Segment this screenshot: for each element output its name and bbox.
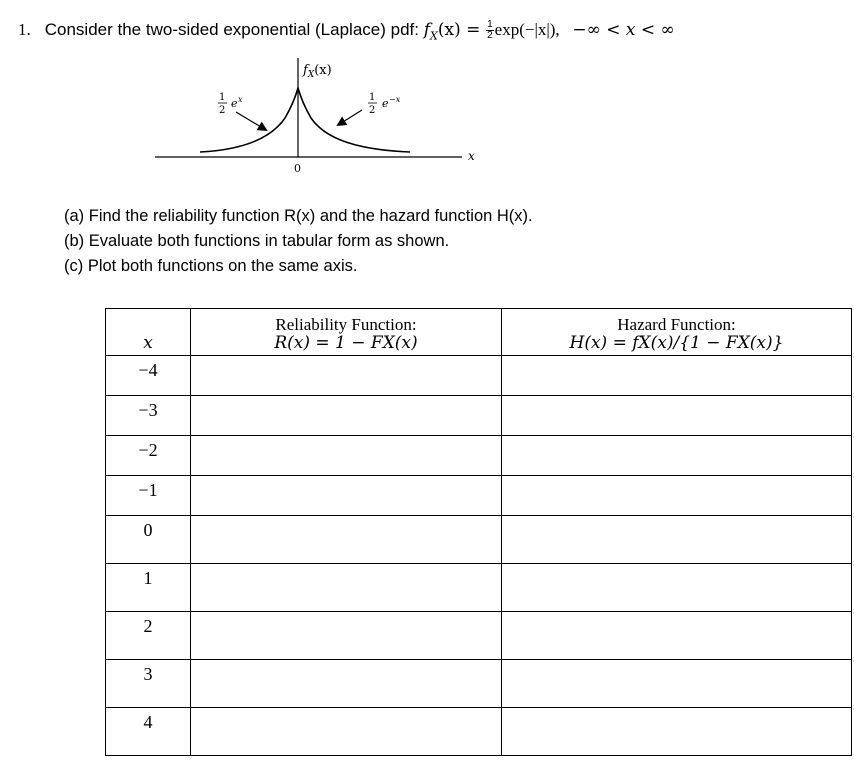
answer-table-wrapper <box>105 308 852 756</box>
left-branch-arrow <box>236 112 266 130</box>
hazard-answer-cell[interactable] <box>502 476 852 516</box>
table-row <box>106 708 852 756</box>
right-branch-arrow <box>338 110 362 125</box>
hazard-answer-cell[interactable] <box>502 660 852 708</box>
reliability-answer-cell[interactable] <box>191 564 502 612</box>
table-row <box>106 436 852 476</box>
problem-number: 1. <box>18 20 31 39</box>
header-reliability: Reliability Function: R(x) = 1 − FX(x) <box>191 309 502 356</box>
x-value-cell: −2 <box>106 436 191 476</box>
hazard-answer-cell[interactable] <box>502 516 852 564</box>
table-row <box>106 660 852 708</box>
reliability-answer-cell[interactable] <box>191 708 502 756</box>
svg-text:−x: −x <box>389 95 401 104</box>
pdf-rhs: exp(−|x|), <box>494 20 560 39</box>
table-row <box>106 396 852 436</box>
svg-text:2: 2 <box>219 105 226 116</box>
table-row <box>106 356 852 396</box>
hazard-answer-cell[interactable] <box>502 396 852 436</box>
x-value-cell: 1 <box>106 564 191 612</box>
pdf-domain: −∞ < x < ∞ <box>572 20 675 40</box>
x-value-cell: 4 <box>106 708 191 756</box>
pdf-half-fraction: $\frac{1}{2}$ <box>487 19 493 42</box>
x-value-cell: 0 <box>106 516 191 564</box>
pdf-lhs: $f_X(x)$ = <box>423 20 481 43</box>
svg-text:e: e <box>382 97 389 110</box>
reliability-answer-cell[interactable] <box>191 396 502 436</box>
svg-text:1: 1 <box>219 92 226 103</box>
hazard-answer-cell[interactable] <box>502 708 852 756</box>
x-value-cell: −3 <box>106 396 191 436</box>
table-row <box>106 476 852 516</box>
reliability-answer-cell[interactable] <box>191 356 502 396</box>
x-value-cell: 2 <box>106 612 191 660</box>
subpart-b: (b) Evaluate both functions in tabular form as shown. <box>64 232 450 250</box>
left-branch-label <box>218 92 243 116</box>
reliability-answer-cell[interactable] <box>191 436 502 476</box>
laplace-pdf-figure <box>0 0 854 200</box>
hazard-answer-cell[interactable] <box>502 436 852 476</box>
table-body <box>106 356 852 756</box>
reliability-answer-cell[interactable] <box>191 660 502 708</box>
svg-text:x: x <box>238 95 243 104</box>
subpart-a: (a) Find the reliability function R(x) and the hazard function H(x). <box>64 207 533 225</box>
subparts-list <box>64 204 533 279</box>
problem-text: Consider the two-sided exponential (Laplace) pdf: <box>44 20 419 39</box>
answer-table <box>105 308 852 756</box>
svg-text:2: 2 <box>369 105 376 116</box>
x-axis-label: x <box>468 149 475 163</box>
right-branch-label <box>368 92 401 116</box>
table-row <box>106 612 852 660</box>
hazard-answer-cell[interactable] <box>502 564 852 612</box>
reliability-answer-cell[interactable] <box>191 476 502 516</box>
x-value-cell: −4 <box>106 356 191 396</box>
x-value-cell: −1 <box>106 476 191 516</box>
header-hazard: Hazard Function: H(x) = fX(x)/{1 − FX(x)} <box>502 309 852 356</box>
table-row <box>106 516 852 564</box>
origin-label: 0 <box>294 162 301 175</box>
svg-text:1: 1 <box>369 92 376 103</box>
reliability-answer-cell[interactable] <box>191 612 502 660</box>
header-x: x <box>106 309 191 356</box>
x-value-cell: 3 <box>106 660 191 708</box>
svg-text:e: e <box>231 97 238 110</box>
table-header-row <box>106 309 852 356</box>
reliability-answer-cell[interactable] <box>191 516 502 564</box>
y-axis-label: $f_X(x)$ <box>303 63 332 80</box>
hazard-answer-cell[interactable] <box>502 612 852 660</box>
table-row <box>106 564 852 612</box>
subpart-c: (c) Plot both functions on the same axis. <box>64 257 358 275</box>
hazard-answer-cell[interactable] <box>502 356 852 396</box>
